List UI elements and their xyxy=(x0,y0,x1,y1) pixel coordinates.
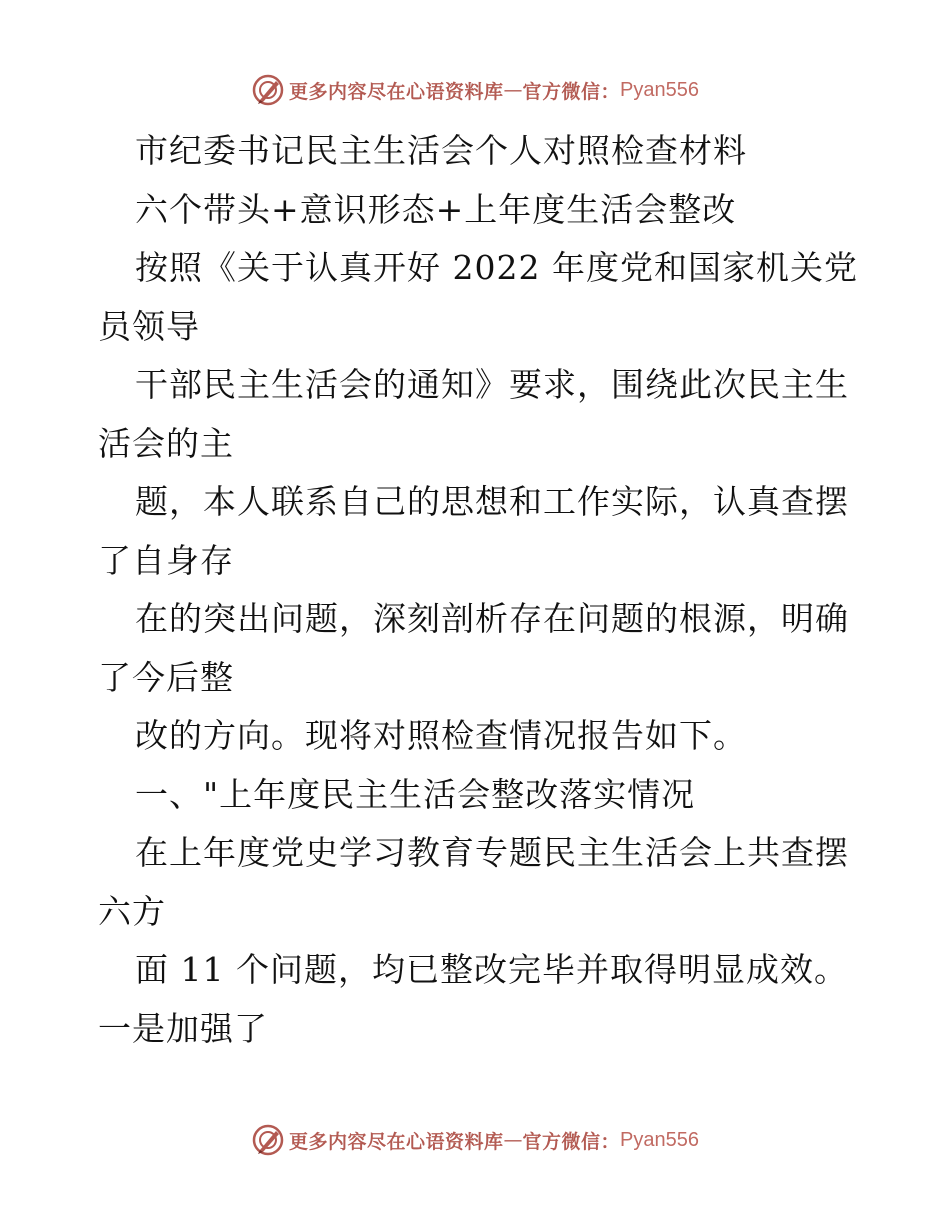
watermark-text: 更多内容尽在心语资料库 xyxy=(289,80,504,103)
watermark-dash: — xyxy=(503,1129,523,1151)
text-line: 题，本人联系自己的思想和工作实际，认真查摆 xyxy=(135,482,849,521)
document-title: 市纪委书记民主生活会个人对照检查材料 xyxy=(135,131,747,170)
watermark-footer xyxy=(0,1120,950,1160)
text-line: 在上年度党史学习教育专题民主生活会上共查摆 xyxy=(135,833,849,872)
document-body xyxy=(98,122,858,1058)
watermark-wechat-label: 官方微信： xyxy=(522,80,621,103)
document-subtitle: 六个带头+意识形态+上年度生活会整改 xyxy=(135,189,737,229)
text-line: 员领导 xyxy=(98,306,200,346)
text-line: 在的突出问题，深刻剖析存在问题的根源，明确 xyxy=(135,599,849,638)
text-line: 改的方向。现将对照检查情况报告如下。 xyxy=(135,716,747,755)
pen-logo-icon xyxy=(251,73,285,107)
watermark-wechat-id: Pyan556 xyxy=(620,78,699,101)
watermark-wechat-label: 官方微信： xyxy=(522,1130,621,1153)
text-line: 一是加强了 xyxy=(98,1008,268,1048)
text-line: 活会的主 xyxy=(98,423,234,463)
text-line: 面 11 个问题，均已整改完毕并取得明显成效。 xyxy=(135,950,848,989)
text-line: 按照《关于认真开好 2022 年度党和国家机关党 xyxy=(135,248,858,287)
watermark-wechat-id: Pyan556 xyxy=(620,1128,699,1151)
watermark-header xyxy=(0,70,950,110)
pen-logo-icon xyxy=(251,1123,285,1157)
text-line: 了自身存 xyxy=(98,540,234,580)
watermark-dash: — xyxy=(503,79,523,101)
text-line: 六方 xyxy=(98,891,166,931)
section-heading: 一、"上年度民主生活会整改落实情况 xyxy=(135,774,696,814)
text-line: 干部民主生活会的通知》要求，围绕此次民主生 xyxy=(135,365,849,404)
text-line: 了今后整 xyxy=(98,657,234,697)
watermark-text: 更多内容尽在心语资料库 xyxy=(289,1130,504,1153)
